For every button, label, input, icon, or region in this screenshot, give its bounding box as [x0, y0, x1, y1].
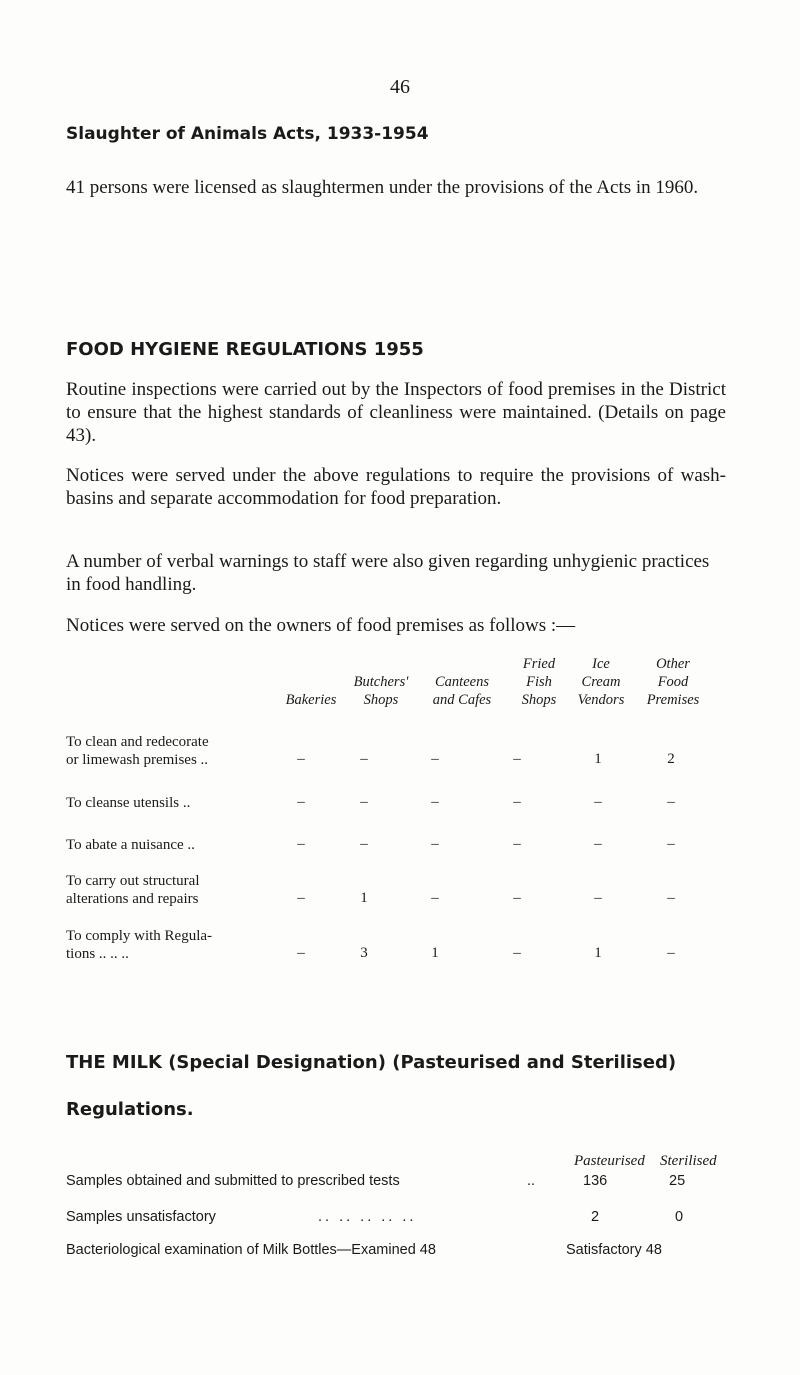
- column-header-ice-cream: Ice Cream Vendors: [577, 656, 625, 708]
- page-number: 46: [390, 76, 410, 98]
- row-label-abate-nuisance: To abate a nuisance ..: [66, 837, 195, 853]
- table-cell: 1: [594, 751, 602, 767]
- milk-unsatisfactory-sterilised: 0: [675, 1209, 684, 1225]
- table-cell: –: [431, 890, 439, 906]
- leader-dots: .. .. .. .. ..: [318, 1209, 417, 1225]
- table-cell: –: [297, 945, 305, 961]
- table-cell: 2: [667, 751, 675, 767]
- leader-dots: ..: [527, 1173, 536, 1189]
- table-cell: –: [667, 794, 675, 810]
- row-label-cleanse-utensils: To cleanse utensils ..: [66, 795, 191, 811]
- milk-bottles-satisfactory: Satisfactory 48: [566, 1242, 662, 1258]
- milk-unsatisfactory-pasteurised: 2: [591, 1209, 600, 1225]
- column-header-other-food: Other Food Premises: [646, 656, 700, 708]
- column-header-sterilised: Sterilised: [660, 1153, 717, 1169]
- row-label-clean-redecorate: To clean and redecorate or limewash premises ..: [66, 734, 209, 768]
- slaughter-heading: Slaughter of Animals Acts, 1933-1954: [66, 124, 429, 144]
- row-label-comply-regulations: To comply with Regula- tions .. .. ..: [66, 928, 213, 962]
- food-hygiene-para-1: Routine inspections were carried out by the Inspectors of food premises in the District to ensure that the highest standards of cleanliness were maintained. (Details on page 43).: [66, 379, 726, 446]
- food-hygiene-para-4: Notices were served on the owners of food premises as follows :—: [66, 615, 576, 636]
- food-hygiene-para-3: A number of verbal warnings to staff were also given regarding unhygienic practices in food handling.: [66, 551, 710, 595]
- column-header-pasteurised: Pasteurised: [574, 1153, 645, 1169]
- table-cell: –: [513, 836, 521, 852]
- table-cell: –: [513, 890, 521, 906]
- column-header-butchers: Butchers' Shops: [353, 674, 409, 708]
- table-cell: –: [360, 794, 368, 810]
- table-cell: –: [297, 890, 305, 906]
- table-cell: 3: [360, 945, 368, 961]
- table-cell: –: [667, 890, 675, 906]
- food-hygiene-heading: FOOD HYGIENE REGULATIONS 1955: [66, 339, 424, 360]
- table-cell: –: [360, 836, 368, 852]
- table-cell: –: [594, 794, 602, 810]
- column-header-fried-fish: Fried Fish Shops: [521, 656, 557, 708]
- row-label-structural-alterations: To carry out structural alterations and repairs: [66, 873, 200, 907]
- table-cell: –: [431, 794, 439, 810]
- milk-row-unsatisfactory-label: Samples unsatisfactory: [66, 1209, 216, 1225]
- table-cell: –: [360, 751, 368, 767]
- table-cell: –: [513, 751, 521, 767]
- table-cell: –: [297, 751, 305, 767]
- table-cell: –: [667, 836, 675, 852]
- milk-heading: THE MILK (Special Designation) (Pasteurised and Sterilised): [66, 1052, 677, 1073]
- table-cell: –: [297, 836, 305, 852]
- table-cell: –: [431, 836, 439, 852]
- slaughter-text: 41 persons were licensed as slaughtermen under the provisions of the Acts in 1960.: [66, 177, 699, 198]
- milk-bottles-examined: Bacteriological examination of Milk Bottles—Examined 48: [66, 1242, 436, 1258]
- column-header-canteens: Canteens and Cafes: [432, 674, 492, 708]
- table-cell: 1: [360, 890, 368, 906]
- milk-samples-pasteurised: 136: [583, 1173, 608, 1189]
- table-cell: 1: [594, 945, 602, 961]
- milk-samples-sterilised: 25: [669, 1173, 686, 1189]
- milk-row-samples-label: Samples obtained and submitted to prescribed tests: [66, 1173, 400, 1189]
- milk-heading-regulations: Regulations.: [66, 1099, 194, 1120]
- table-cell: –: [297, 794, 305, 810]
- table-cell: –: [594, 890, 602, 906]
- table-cell: –: [431, 751, 439, 767]
- table-cell: –: [667, 945, 675, 961]
- column-header-bakeries: Bakeries: [285, 692, 337, 708]
- table-cell: –: [594, 836, 602, 852]
- table-cell: 1: [431, 945, 439, 961]
- table-cell: –: [513, 794, 521, 810]
- food-hygiene-para-2: Notices were served under the above regulations to require the provisions of wash-basins and separate accommodation for food preparation.: [66, 465, 726, 509]
- table-cell: –: [513, 945, 521, 961]
